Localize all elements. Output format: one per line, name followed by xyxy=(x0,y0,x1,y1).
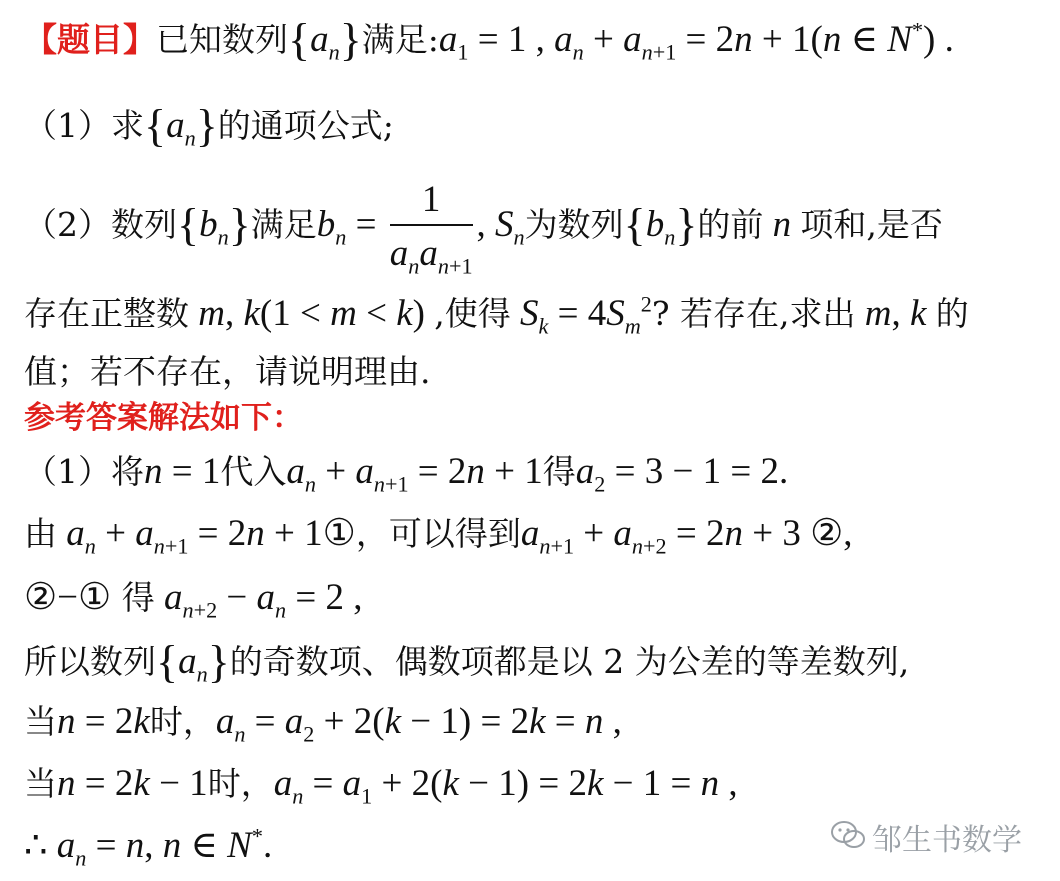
part1-text: 的通项公式; xyxy=(217,106,394,145)
part2-label: （2）数列 xyxy=(24,205,177,244)
part2-text3: 的前 xyxy=(697,205,764,244)
part2-line2a: 存在正整数 xyxy=(24,294,189,333)
problem-statement-line: 【题目】已知数列$\{a_n\}$满足$:a_1 = 1$ , $a_n + a_{n+1} = 2n + 1(n$ ∈ N*) . xyxy=(24,14,954,65)
solution-line-7: ∴ $a_n = n$, n ∈ N*. xyxy=(24,823,273,871)
part2-text4: 项和,是否 xyxy=(800,205,943,244)
solution-line-5: 当n = 2k时，$a_n = a_2 + 2(k - 1) = 2k = n$ , xyxy=(24,701,622,747)
sol-l1c: 得 xyxy=(542,452,576,491)
part2-line2: 存在正整数 m, k(1 < m < k) ,使得 $S_k = 4S_m^2$? 若存在,求出 m, k 的 xyxy=(24,291,969,339)
watermark xyxy=(830,815,1022,859)
problem-tag: 【题目】 xyxy=(24,20,156,59)
part1-label: （1）求 xyxy=(24,106,144,145)
fraction-bn: $\frac{1}{a_na_{n+1}}$ xyxy=(389,179,473,279)
sol-l2b: ，可以得到 xyxy=(355,514,521,553)
solution-line-4: 所以数列$\{a_n\}$的奇数项、偶数项都是以 2 为公差的等差数列, xyxy=(24,636,910,687)
part1-line: （1）求$\{a_n\}$的通项公式; xyxy=(24,100,394,151)
stem-text: 已知数列 xyxy=(156,20,288,59)
part2-line3: 值；若不存在，请说明理由. xyxy=(24,352,431,391)
part2-line2c: ? 若存在,求出 xyxy=(651,294,856,333)
part2-text2: 为数列 xyxy=(524,205,624,244)
watermark-text: 邹生书数学 xyxy=(872,823,1022,858)
solution-heading: 参考答案解法如下： xyxy=(24,400,303,436)
stem-text2: 满足: xyxy=(361,20,439,59)
part2-text1: 满足 xyxy=(250,205,317,244)
solution-line-6: 当n = 2k − 1时，$a_n = a_1 + 2(k - 1) = 2k - 1 = n$ , xyxy=(24,763,738,809)
part2-line: （2）数列$\{b_n\}$满足$b_n$ = $\frac{1}{a_na_{n+1}}$ , $S_n$为数列$\{b_n\}$的前 n 项和,是否 xyxy=(24,179,943,279)
sol-l5b: 时， xyxy=(149,702,216,741)
solution-line-1: （1）将n = 1代入$a_n + a_{n+1} = 2n + 1$得$a_2 = 3 - 1 = 2$. xyxy=(24,451,789,497)
sol-l4b: 的奇数项、偶数项都是以 2 为公差的等差数列, xyxy=(229,642,910,681)
part2-line2b: ,使得 xyxy=(434,294,511,333)
solution-line-3: ②−① 得 $a_{n+2} - a_n = 2$ , xyxy=(24,577,363,623)
wechat-icon xyxy=(830,820,866,858)
solution-line-2: 由 $a_n + a_{n+1} = 2n$ + 1①，可以得到$a_{n+1} + a_{n+2} = 2n + 3$ ②, xyxy=(24,513,853,559)
sol-l1b: 代入 xyxy=(220,452,287,491)
sol-l1a: （1）将 xyxy=(24,452,144,491)
sol-l6b: 时， xyxy=(207,764,274,803)
sol-l4a: 所以数列 xyxy=(24,642,156,681)
sol-l6a: 当 xyxy=(24,764,57,803)
sol-l3b: 得 xyxy=(121,578,155,617)
sol-l5a: 当 xyxy=(24,702,57,741)
part2-line2d: 的 xyxy=(935,294,969,333)
sol-l2a: 由 xyxy=(24,514,57,553)
